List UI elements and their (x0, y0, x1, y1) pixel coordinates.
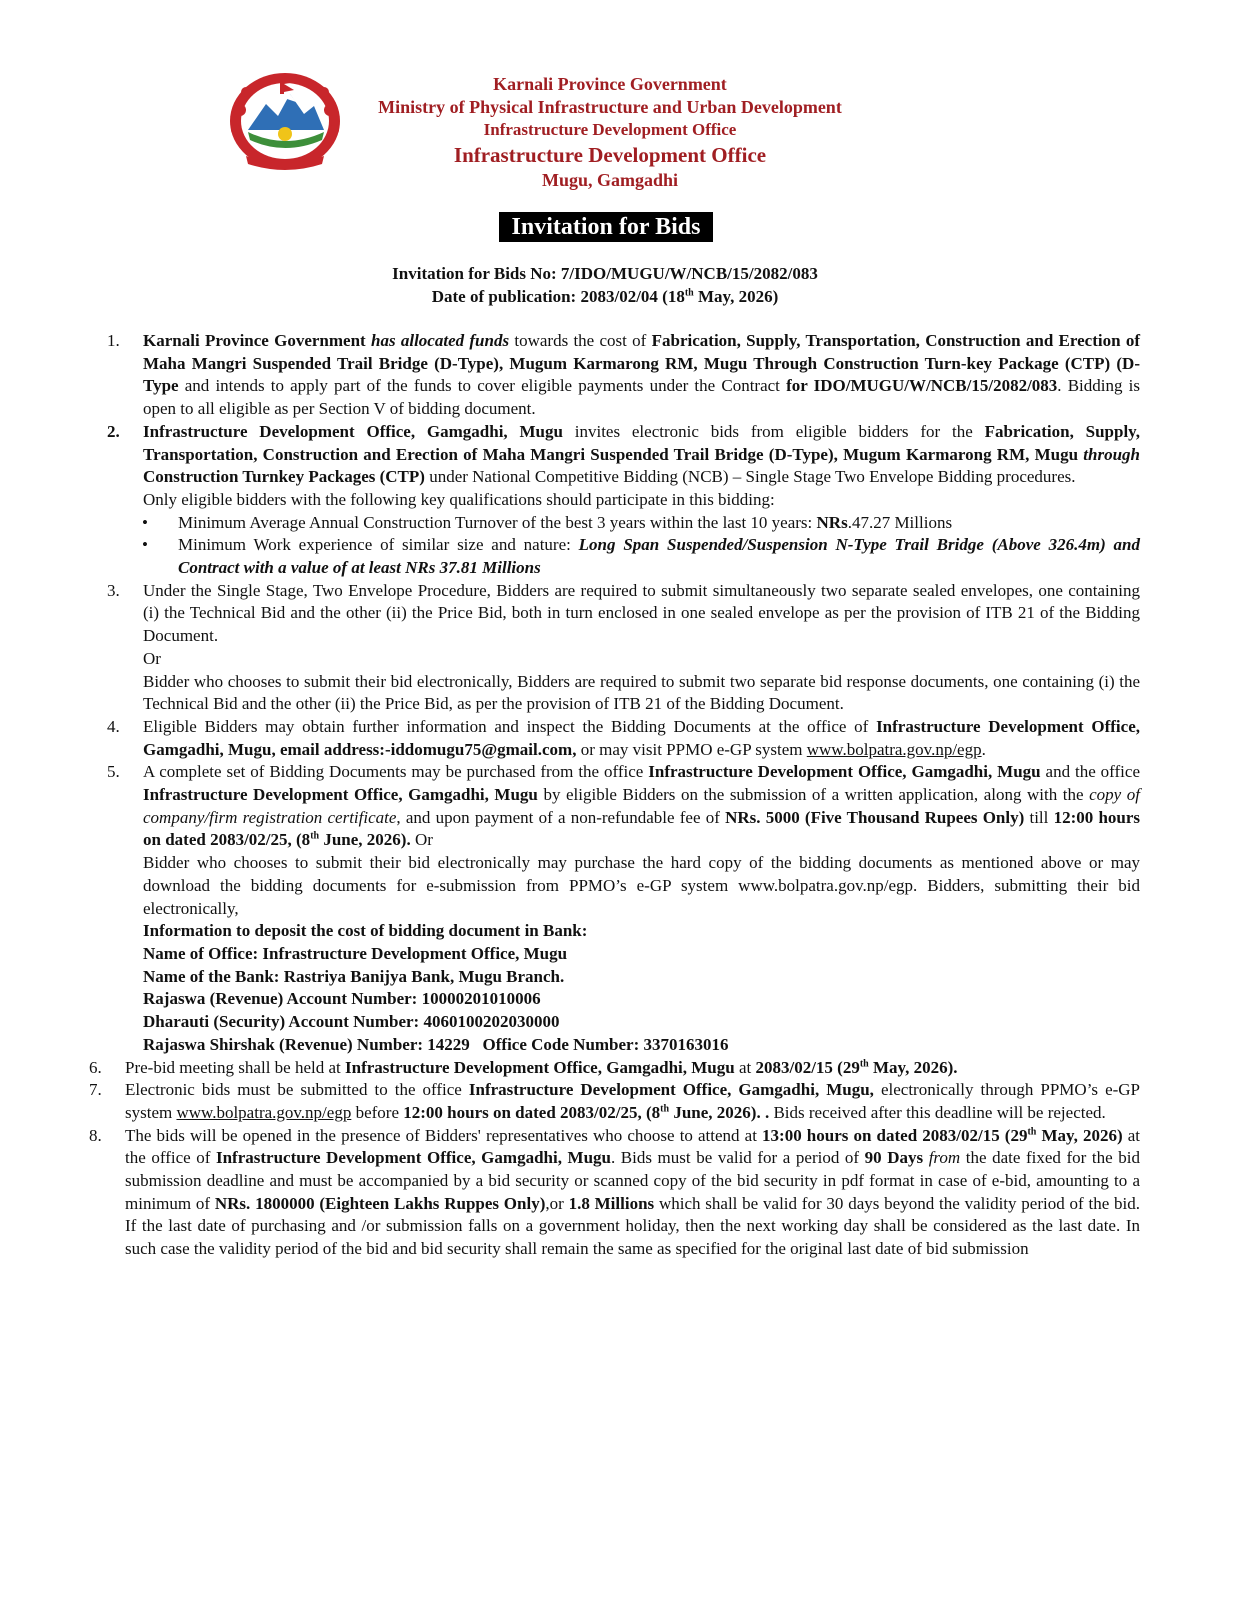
header-office-large: Infrastructure Development Office (453, 143, 767, 167)
or-text: Or (143, 648, 161, 668)
egp-link[interactable]: www.bolpatra.gov.np/egp (176, 1102, 352, 1122)
list-item: 2. Infrastructure Development Office, Gamgadhi, Mugu invites electronic bids from eligible bidders for the Fabrication, Supply, Transportation, Construction and Erection of Maha Mangri Suspended Trail Bridge (D-Type), Mugum Karmarong RM, Mugu through Construction Turnkey Packages (CTP) under National Competitive Bidding (NCB) – Single Stage Two Envelope Bidding procedures. (107, 421, 1140, 487)
bank-heading: Information to deposit the cost of bidding document in Bank: (143, 921, 588, 941)
egp-link[interactable]: www.bolpatra.gov.np/egp (806, 739, 982, 759)
bank-revenue-account: Rajaswa (Revenue) Account Number: 10000201010006 (143, 989, 541, 1009)
list-item: 6. Pre-bid meeting shall be held at Infrastructure Development Office, Gamgadhi, Mugu at 2083/02/15 (29th May, 2026). (89, 1057, 958, 1077)
bank-info (143, 920, 1140, 1056)
nepal-emblem-icon (226, 70, 344, 172)
list-item: 7. Electronic bids must be submitted to the office Infrastructure Development Office, Gamgadhi, Mugu, electronically through PPMO’s e-GP system www.bolpatra.gov.np/egp before 12:00 hours on dated 2083/02/25, (8th June, 2026). . Bids received after this deadline will be rejected. (89, 1080, 1141, 1122)
list-item: 4. Eligible Bidders may obtain further information and inspect the Bidding Documents at the office of Infrastructure Development Office, Gamgadhi, Mugu, email address:-iddomugu75@gmail.com, or may visit PPMO e-GP system www.bolpatra.gov.np/egp. (107, 716, 1140, 759)
bank-shirshak: Rajaswa Shirshak (Revenue) Number: 14229 Office Code Number: 3370163016 (143, 1034, 729, 1054)
header-location: Mugu, Gamgadhi (541, 170, 679, 190)
page-title: Invitation for Bids (499, 212, 713, 242)
bank-name: Name of the Bank: Rastriya Banijya Bank, Mugu Branch. (143, 966, 565, 986)
header-office: Infrastructure Development Office (483, 120, 737, 139)
notice-body (0, 330, 1236, 1261)
qualification-item: • Minimum Work experience of similar size and nature: Long Span Suspended/Suspension N-Type Trail Bridge (Above 326.4m) and Contract with a value of at least NRs 37.81 Millions (142, 535, 1140, 578)
header-ministry: Ministry of Physical Infrastructure and Urban Development (378, 97, 842, 117)
bid-number: Invitation for Bids No: 7/IDO/MUGU/W/NCB/15/2082/083 (392, 264, 818, 283)
list-item: 5. A complete set of Bidding Documents may be purchased from the office Infrastructure Development Office, Gamgadhi, Mugu and the office Infrastructure Development Office, Gamgadhi, Mugu by eligible Bidders on the submission of a written application, along with the copy of company/firm registration certificate, and upon payment of a non-refundable fee of NRs. 5000 (Five Thousand Rupees Only) till 12:00 hours on dated 2083/02/25, (8th June, 2026). Or (107, 762, 1141, 850)
bank-security-account: Dharauti (Security) Account Number: 4060100202030000 (143, 1012, 560, 1032)
qualification-intro: Only eligible bidders with the following key qualifications should participate in this bidding: (143, 489, 775, 509)
publication-date: Date of publication: 2083/02/04 (18th May, 2026) (431, 287, 779, 306)
list-item: 1. Karnali Province Government has allocated funds towards the cost of Fabrication, Supply, Transportation, Construction and Erection of Maha Mangri Suspended Trail Bridge (D-Type), Mugum Karmarong RM, Mugu Through Construction Turn-key Package (CTP) (D-Type and intends to apply part of the funds to cover eligible payments under the Contract for IDO/MUGU/W/NCB/15/2082/083. Bidding is open to all eligible as per Section V of bidding document. (107, 331, 1141, 419)
list-item: 3. Under the Single Stage, Two Envelope Procedure, Bidders are required to submit simultaneously two separate sealed envelopes, one containing (i) the Technical Bid and the other (ii) the Price Bid, both in turn enclosed in one sealed envelope as per the provision of ITB 21 of the Bidding Document. (107, 580, 1140, 646)
electronic-purchase-text: Bidder who chooses to submit their bid electronically may purchase the hard copy of the bidding documents as mentioned above or may download the bidding documents for e-submission from PPMO’s e-GP system www.bolpatra.gov.np/egp. Bidders, submitting their bid electronically, (143, 853, 1140, 918)
header-government: Karnali Province Government (493, 74, 727, 94)
qualification-item: • Minimum Average Annual Construction Turnover of the best 3 years within the last 10 years: NRs.47.27 Millions (142, 512, 953, 532)
list-item: 8. The bids will be opened in the presence of Bidders' representatives who choose to attend at 13:00 hours on dated 2083/02/15 (29th May, 2026) at the office of Infrastructure Development Office, Gamgadhi, Mugu. Bids must be valid for a period of 90 Days from the date fixed for the bid submission deadline and must be accompanied by a bid security or scanned copy of the bid security in pdf format in case of e-bid, amounting to a minimum of NRs. 1800000 (Eighteen Lakhs Ruppes Only),or 1.8 Millions which shall be valid for 30 days beyond the validity period of the bid. If the last date of purchasing and /or submission falls on a government holiday, then the next working day shall be considered as the last date. In such case the validity period of the bid and bid security shall remain the same as specified for the original last date of bid submission (89, 1125, 1141, 1259)
electronic-submission-text: Bidder who chooses to submit their bid electronically, Bidders are required to submit two separate bid response documents, one containing (i) the Technical Bid and the other (ii) the Price Bid, as per the provision of ITB 21 of the Bidding Document. (143, 671, 1140, 714)
bank-office: Name of Office: Infrastructure Development Office, Mugu (143, 943, 568, 963)
